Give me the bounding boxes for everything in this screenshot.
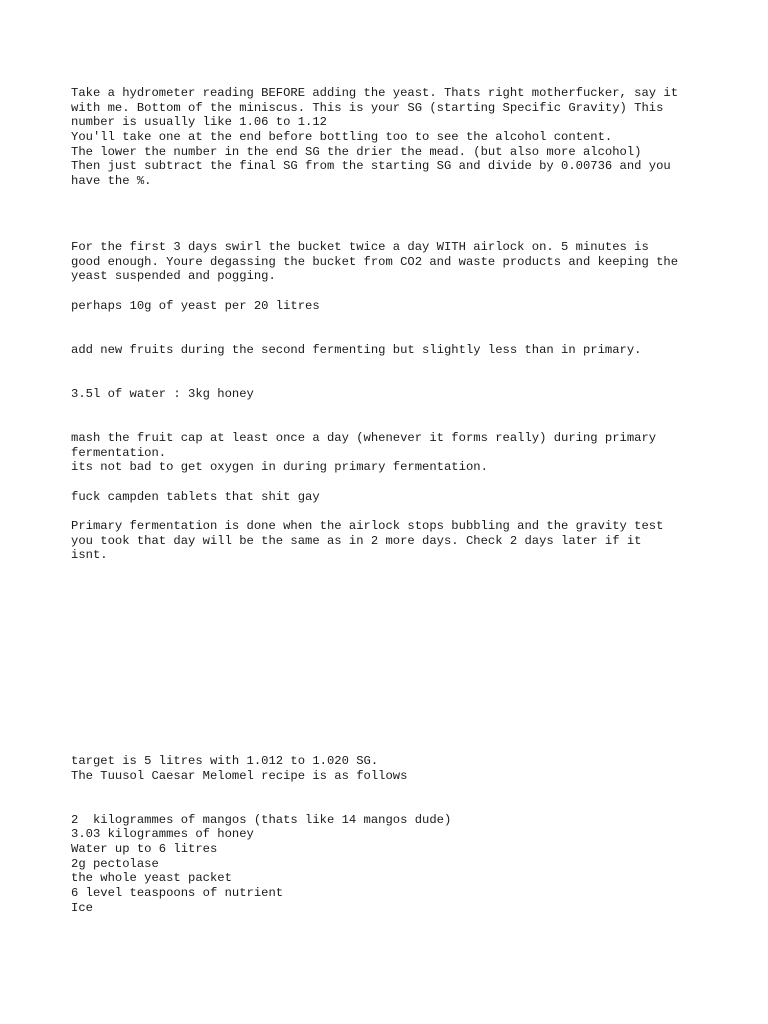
text-line: fuck campden tablets that shit gay xyxy=(71,489,320,504)
text-line: target is 5 litres with 1.012 to 1.020 SG. xyxy=(71,753,379,768)
text-line: perhaps 10g of yeast per 20 litres xyxy=(71,298,320,313)
recipe-item: 2g pectolase xyxy=(71,856,159,871)
text-line: For the first 3 days swirl the bucket twice a day WITH airlock on. 5 minutes is xyxy=(71,239,649,254)
text-line: The Tuusol Caesar Melomel recipe is as follows xyxy=(71,768,408,783)
text-line: fermentation. xyxy=(71,445,167,460)
text-line: Take a hydrometer reading BEFORE adding the yeast. Thats right motherfucker, say it xyxy=(71,86,679,100)
recipe-item: 3.03 kilogrammes of honey xyxy=(71,827,254,842)
text-line: you took that day will be the same as in 2 more days. Check 2 days later if it xyxy=(71,533,642,548)
document-body xyxy=(71,86,711,916)
text-line: mash the fruit cap at least once a day (whenever it forms really) during primary xyxy=(71,430,657,445)
recipe-item: Ice xyxy=(71,900,93,915)
text-line: 3.5l of water : 3kg honey xyxy=(71,386,254,401)
text-line: add new fruits during the second fermenting but slightly less than in primary. xyxy=(71,342,642,357)
text-line: its not bad to get oxygen in during primary fermentation. xyxy=(71,460,488,475)
text-line: Then just subtract the final SG from the starting SG and divide by 0.00736 and you xyxy=(71,159,671,174)
recipe-item: the whole yeast packet xyxy=(71,871,232,886)
text-line: yeast suspended and pogging. xyxy=(71,269,276,284)
text-line: with me. Bottom of the miniscus. This is your SG (starting Specific Gravity) This xyxy=(71,100,664,115)
text-line: The lower the number in the end SG the drier the mead. (but also more alcohol) xyxy=(71,144,642,159)
recipe-item: 6 level teaspoons of nutrient xyxy=(71,886,284,901)
text-line: isnt. xyxy=(71,548,108,563)
text-line: number is usually like 1.06 to 1.12 xyxy=(71,115,327,130)
text-line: You'll take one at the end before bottling too to see the alcohol content. xyxy=(71,130,613,145)
text-line: have the %. xyxy=(71,174,152,189)
text-line: Primary fermentation is done when the airlock stops bubbling and the gravity test xyxy=(71,518,664,533)
recipe-item: 2 kilogrammes of mangos (thats like 14 mangos dude) xyxy=(71,812,452,827)
text-line: good enough. Youre degassing the bucket from CO2 and waste products and keeping the xyxy=(71,254,679,269)
recipe-item: Water up to 6 litres xyxy=(71,842,218,857)
